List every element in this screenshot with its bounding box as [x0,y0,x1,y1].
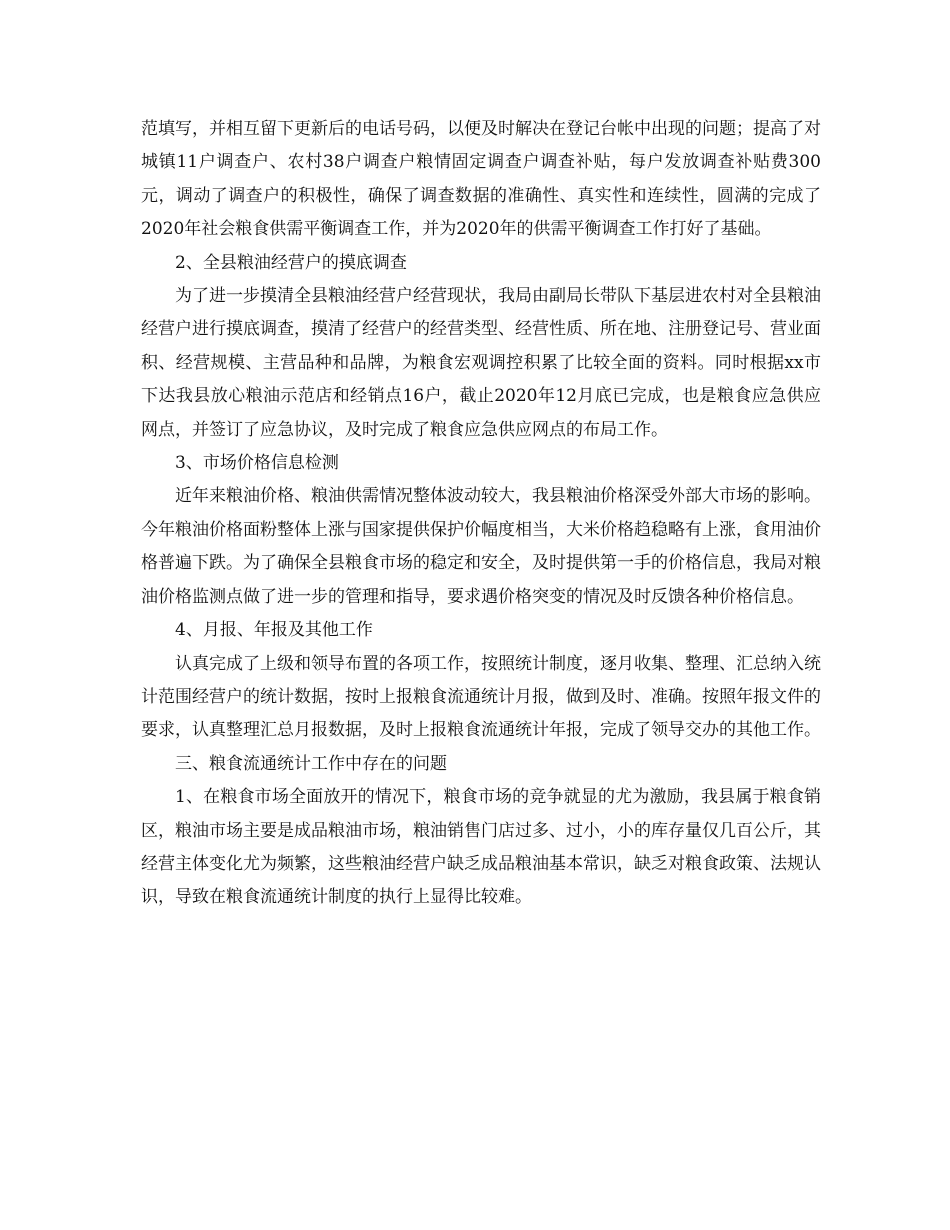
paragraph-5: 1、在粮食市场全面放开的情况下，粮食市场的竞争就显的尤为激励，我县属于粮食销区，粮油市场主要是成品粮油市场，粮油销售门店过多、过小，小的库存量仅几百公斤，其经营主体变化尤为频繁，这些粮油经营户缺乏成品粮油基本常识，缺乏对粮食政策、法规认识，导致在粮食流通统计制度的执行上显得比较难。 [141,787,821,908]
paragraph-4: 认真完成了上级和领导布置的各项工作，按照统计制度，逐月收集、整理、汇总纳入统计范围经营户的统计数据，按时上报粮食流通统计月报，做到及时、准确。按照年报文件的要求，认真整理汇总月报数据，及时上报粮食流通统计年报，完成了领导交办的其他工作。 [141,653,821,741]
section-heading-4: 4、月报、年报及其他工作 [175,620,373,641]
section-heading-3: 3、市场价格信息检测 [175,453,339,474]
document-body [141,113,821,915]
paragraph-2: 为了进一步摸清全县粮油经营户经营现状，我局由副局长带队下基层进农村对全县粮油经营户进行摸底调查，摸清了经营户的经营类型、经营性质、所在地、注册登记号、营业面积、经营规模、主营品种和品牌，为粮食宏观调控积累了比较全面的资料。同时根据xx市下达我县放心粮油示范店和经销点16户，截止2020年12月底已完成，也是粮食应急供应网点，并签订了应急协议，及时完成了粮食应急供应网点的布局工作。 [141,286,821,440]
paragraph-3: 近年来粮油价格、粮油供需情况整体波动较大，我县粮油价格深受外部大市场的影响。今年粮油价格面粉整体上涨与国家提供保护价幅度相当，大米价格趋稳略有上涨，食用油价格普遍下跌。为了确保全县粮食市场的稳定和安全，及时提供第一手的价格信息，我局对粮油价格监测点做了进一步的管理和指导，要求遇价格突变的情况及时反馈各种价格信息。 [141,486,821,607]
paragraph-1: 范填写，并相互留下更新后的电话号码，以便及时解决在登记台帐中出现的问题；提高了对城镇11户调查户、农村38户调查户粮情固定调查户调查补贴，每户发放调查补贴费300元，调动了调查户的积极性，确保了调查数据的准确性、真实性和连续性，圆满的完成了2020年社会粮食供需平衡调查工作，并为2020年的供需平衡调查工作打好了基础。 [141,119,821,240]
section-heading-2: 2、全县粮油经营户的摸底调查 [175,252,407,273]
section-heading-problems: 三、粮食流通统计工作中存在的问题 [175,753,447,774]
